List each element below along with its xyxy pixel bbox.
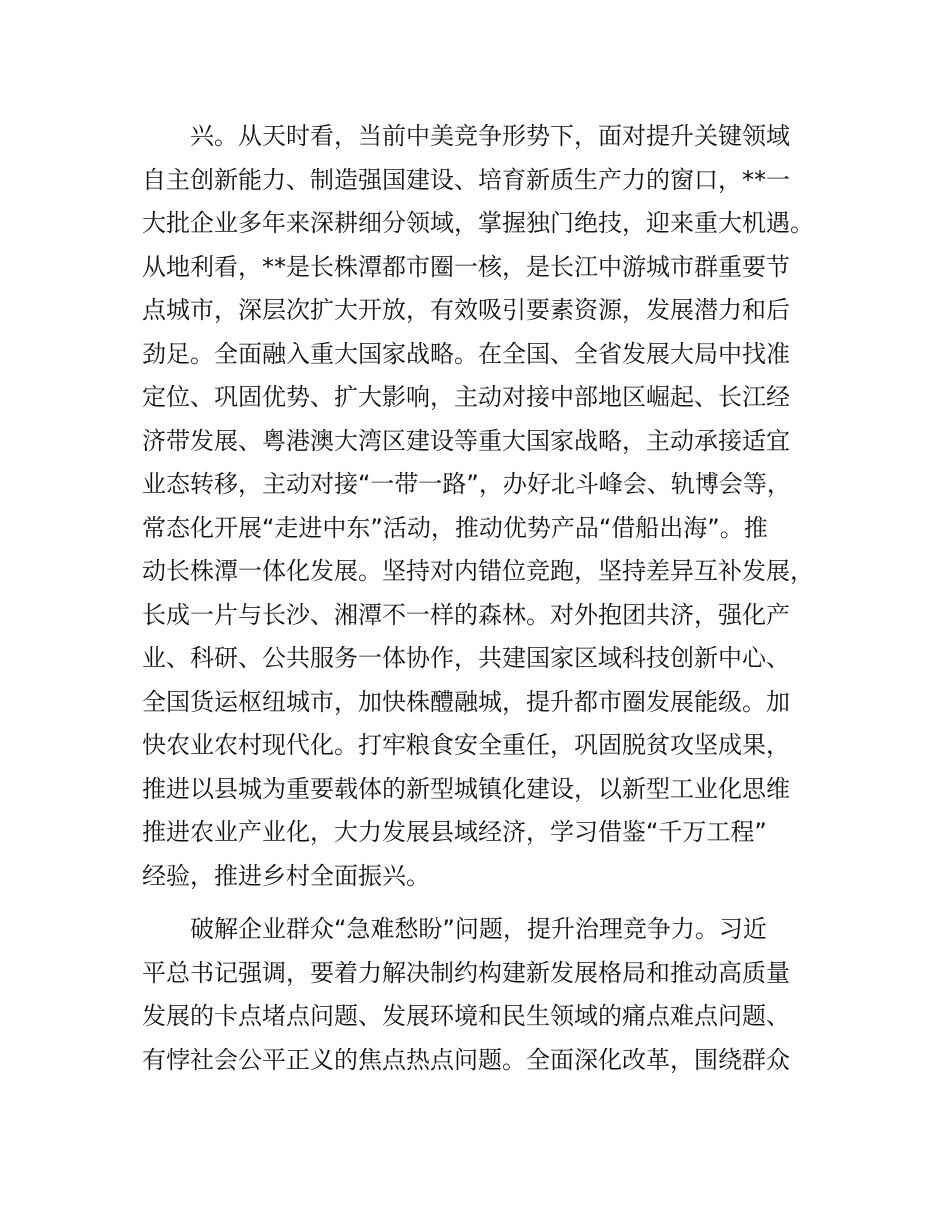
text-line: 快农业农村现代化。打牢粮食安全重任，巩固脱贫攻坚成果， [142, 731, 790, 759]
text-line: 发展的卡点堵点问题、发展环境和民生领域的痛点难点问题、 [142, 1002, 790, 1030]
text-line: 动长株潭一体化发展。坚持对内错位竞跑，坚持差异互补发展， [142, 557, 814, 585]
text-line: 破解企业群众“急难愁盼”问题，提升治理竞争力。习近 [190, 915, 767, 943]
text-line: 推进农业产业化，大力发展县域经济，学习借鉴“千万工程” [142, 818, 767, 846]
text-line: 业、科研、公共服务一体协作，共建国家区域科技创新中心、 [142, 644, 790, 672]
text-line: 兴。从天时看，当前中美竞争形势下，面对提升关键领域 [190, 122, 790, 150]
text-line: 平总书记强调，要着力解决制约构建新发展格局和推动高质量 [142, 959, 790, 987]
text-line: 劲足。全面融入重大国家战略。在全国、全省发展大局中找准 [142, 340, 790, 368]
text-line: 经验，推进乡村全面振兴。 [142, 862, 430, 890]
text-line: 推进以县城为重要载体的新型城镇化建设，以新型工业化思维 [142, 775, 790, 803]
text-line: 常态化开展“走进中东”活动，推动优势产品“借船出海”。推 [142, 514, 768, 542]
text-line: 有悖社会公平正义的焦点热点问题。全面深化改革，围绕群众 [142, 1046, 790, 1074]
text-line: 从地利看，**是长株潭都市圈一核，是长江中游城市群重要节 [142, 253, 790, 281]
text-line: 长成一片与长沙、湘潭不一样的森林。对外抱团共济，强化产 [142, 601, 790, 629]
text-line: 大批企业多年来深耕细分领域，掌握独门绝技，迎来重大机遇。 [142, 209, 814, 237]
text-line: 业态转移，主动对接“一带一路”，办好北斗峰会、轨博会等， [142, 470, 791, 498]
text-line: 定位、巩固优势、扩大影响，主动对接中部地区崛起、长江经 [142, 383, 790, 411]
text-line: 全国货运枢纽城市，加快株醴融城，提升都市圈发展能级。加 [142, 688, 790, 716]
text-line: 济带发展、粤港澳大湾区建设等重大国家战略，主动承接适宜 [142, 427, 790, 455]
text-line: 自主创新能力、制造强国建设、培育新质生产力的窗口，**一 [142, 166, 790, 194]
text-line: 点城市，深层次扩大开放，有效吸引要素资源，发展潜力和后 [142, 296, 790, 324]
